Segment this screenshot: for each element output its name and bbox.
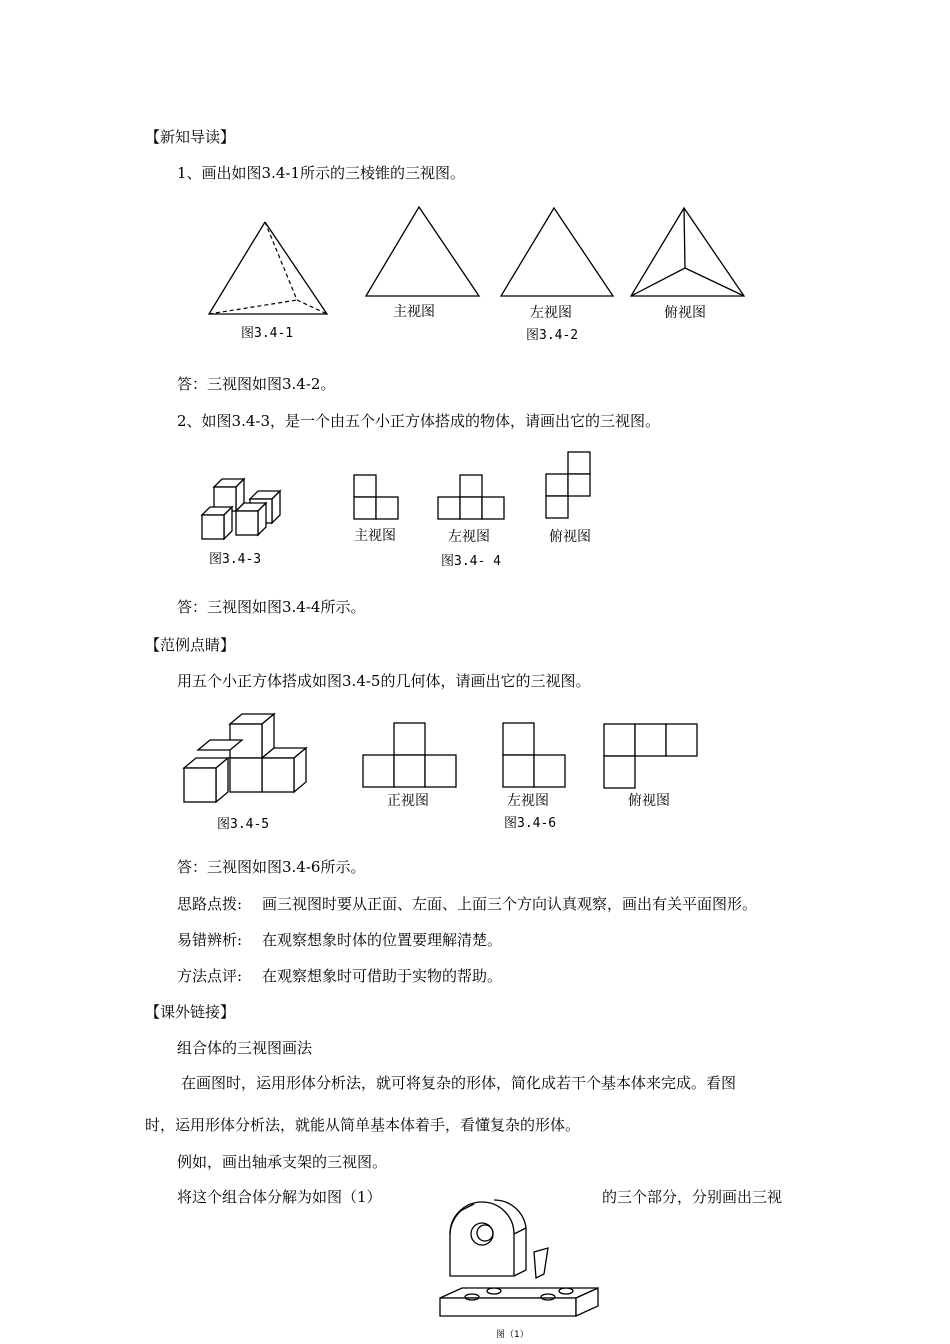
answer-2: 答：三视图如图3.4-4所示。: [177, 598, 366, 616]
figure-caption-3-4-5: 图3.4-5: [217, 817, 270, 832]
example-left-view: [501, 721, 571, 789]
top-view-triangle: [628, 206, 748, 301]
extra-example-line: 例如，画出轴承支架的三视图。: [177, 1153, 388, 1171]
section-heading-new-knowledge: 【新知导读】: [145, 128, 236, 146]
example-left-view-label: 左视图: [507, 793, 549, 809]
example-cube-figure: [180, 712, 310, 807]
note-label-3: 方法点评:: [177, 967, 243, 985]
example-answer: 答：三视图如图3.4-6所示。: [177, 858, 366, 876]
note-text-3: 在观察想象时可借助于实物的帮助。: [262, 967, 503, 985]
note-text-2: 在观察想象时体的位置要理解清楚。: [262, 931, 503, 949]
question-2-text: 2、如图3.4-3，是一个由五个小正方体搭成的物体，请画出它的三视图。: [177, 412, 661, 430]
left-view-label: 左视图: [530, 305, 572, 321]
figure-caption-3-4-1: 图3.4-1: [241, 326, 294, 341]
example-front-view-label: 正视图: [387, 793, 429, 809]
extra-split-left: 将这个组合体分解为如图（1）: [177, 1188, 382, 1206]
figure-caption-3-4-6: 图3.4-6: [504, 816, 557, 831]
extra-paragraph-line-2: 时，运用形体分析法，就能从简单基本体着手，看懂复杂的形体。: [145, 1116, 581, 1134]
left-view-triangle: [498, 206, 618, 301]
left-view-squares: [436, 473, 510, 523]
question-1-text: 1、画出如图3.4-1所示的三棱锥的三视图。: [177, 164, 466, 182]
note-text-1: 画三视图时要从正面、左面、上面三个方向认真观察，画出有关平面图形。: [262, 895, 758, 913]
front-view-squares: [352, 473, 404, 523]
figure-caption-3-4-2: 图3.4-2: [526, 328, 579, 343]
extra-title: 组合体的三视图画法: [177, 1039, 313, 1057]
figure-caption-3-4-4: 图3.4- 4: [441, 554, 501, 569]
example-top-view-label: 俯视图: [628, 793, 670, 809]
front-view-triangle: [363, 205, 483, 300]
q2-front-view-label: 主视图: [354, 528, 396, 544]
example-front-view: [361, 721, 461, 789]
section-heading-extra: 【课外链接】: [145, 1003, 236, 1021]
q2-left-view-label: 左视图: [448, 529, 490, 545]
section-heading-examples: 【范例点睛】: [145, 636, 236, 654]
pyramid-figure: [205, 218, 335, 323]
note-label-1: 思路点拨:: [177, 895, 243, 913]
cube-stack-figure: [200, 475, 290, 545]
q2-top-view-label: 俯视图: [549, 529, 591, 545]
top-view-squares: [544, 450, 596, 522]
extra-split-right: 的三个部分，分别画出三视: [602, 1188, 783, 1206]
bearing-bracket-figure: [436, 1200, 616, 1332]
extra-paragraph-line-1: 在画图时，运用形体分析法，就可将复杂的形体，简化成若干个基本体来完成。看图: [181, 1074, 737, 1092]
answer-1: 答：三视图如图3.4-2。: [177, 375, 336, 393]
example-text: 用五个小正方体搭成如图3.4-5的几何体，请画出它的三视图。: [177, 672, 591, 690]
note-label-2: 易错辨析:: [177, 931, 243, 949]
example-top-view: [602, 722, 702, 790]
figure-caption-1: 图（1）: [496, 1330, 529, 1340]
top-view-label: 俯视图: [664, 305, 706, 321]
figure-caption-3-4-3: 图3.4-3: [209, 552, 262, 567]
front-view-label: 主视图: [393, 304, 435, 320]
